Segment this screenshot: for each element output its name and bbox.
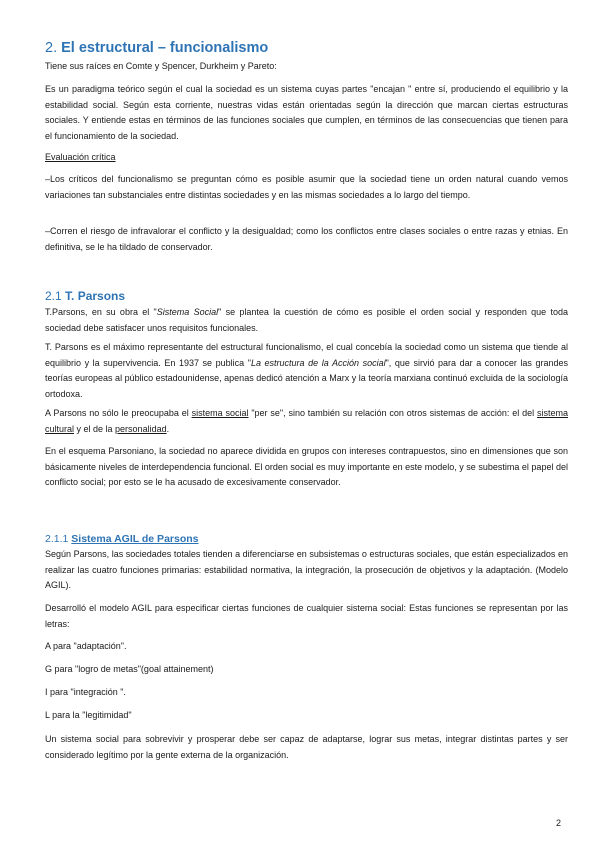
evaluation-item: –Los críticos del funcionalismo se preguntan cómo es posible asumir que la sociedad tiene un orden natural cuando vemos variaciones tan substanciales entre distintas sociedades y en las mismas sociedades a lo largo del tiempo. [45, 174, 568, 200]
agil-paragraph-1: Según Parsons, las sociedades totales tienden a diferenciarse en subsistemas o estructuras sociales, que están especializados en realizar las cuatro funciones primarias: estabilidad normativa, la integración, la prosecución de objetivos y la adaptación. (Modelo AGIL). [45, 549, 568, 591]
agil-letter-g-block [45, 662, 568, 678]
parsons-p4-block [45, 444, 568, 491]
page-number: 2 [556, 818, 562, 828]
parsons-p2-block [45, 340, 568, 402]
parsons-paragraph-3: A Parsons no sólo le preocupaba el sistema social "per se", sino también su relación con otros sistemas de acción: el del sistema cultural y el de la personalidad. [45, 408, 568, 434]
agil-letter-item: A para "adaptación". [45, 641, 127, 651]
subsection-heading [45, 289, 568, 303]
section-heading [45, 40, 268, 56]
agil-letter-l-block [45, 708, 568, 724]
parsons-p1-block [45, 305, 568, 336]
section-title: El estructural – funcionalismo [61, 40, 269, 56]
agil-paragraph-3: Un sistema social para sobrevivir y prosperar debe ser capaz de adaptarse, lograr sus metas, integrar distintas partes y ser considerado legítimo por la gente externa de la organización. [45, 734, 568, 760]
parsons-paragraph-2: T. Parsons es el máximo representante del estructural funcionalismo, el cual concebía la sociedad como un sistema que tiende al equilibrio y la supervivencia. En 1937 se publica "La estructura de la Acción social", que sirvió para dar a conocer las grandes teorías europeas al público estadounidense, apenas dedicó atención a Marx y la teoría marxiana continuó excluida de la sociología ortodoxa. [45, 342, 569, 399]
subsubsection-title: Sistema AGIL de Parsons [71, 533, 199, 545]
agil-letter-item: L para la "legitimidad" [45, 710, 132, 720]
agil-letter-i-block [45, 685, 568, 701]
section-paragraph: Es un paradigma teórico según el cual la sociedad es un sistema cuyas partes "encajan " entre sí, produciendo el equilibrio y la estabilidad social. Según esta corriente, nuestras vidas están orientadas según la dirección que marcan ciertas estructuras sociales. Y entiende estas en términos de las funciones sociales que cumplen, en términos de las consecuencias que tienen para el funcionamiento de la sociedad. [45, 84, 568, 141]
agil-paragraph-2: Desarrolló el modelo AGIL para especificar ciertas funciones de cualquier sistema social: Estas funciones se representan por las letras: [45, 603, 568, 629]
agil-letter-a-block [45, 639, 568, 655]
agil-letter-item: G para "logro de metas"(goal attainement) [45, 664, 214, 674]
section-para1-block [45, 82, 568, 144]
evaluation-item-2-block [45, 224, 568, 255]
agil-p3-block [45, 732, 568, 763]
agil-p1-block [45, 547, 568, 594]
agil-heading-block [45, 533, 568, 545]
agil-p2-block [45, 601, 568, 632]
section-intro-block [45, 59, 568, 75]
evaluation-heading-block [45, 150, 568, 166]
agil-letter-item: I para "integración ". [45, 687, 126, 697]
evaluation-item: –Corren el riesgo de infravalorar el conflicto y la desigualdad; como los conflictos entre clases sociales o entre razas y etnias. En definitiva, se le ha tildado de conservador. [45, 226, 568, 252]
evaluation-heading: Evaluación crítica [45, 152, 116, 162]
parsons-paragraph-1: T.Parsons, en su obra el "Sistema Social" se plantea la cuestión de cómo es posible el orden social y responden que toda sociedad debe satisfacer unos requisitos funcionales. [45, 307, 569, 333]
subsection-number: 2.1 [45, 289, 62, 303]
subsubsection-number: 2.1.1 [45, 533, 69, 545]
section-intro: Tiene sus raíces en Comte y Spencer, Durkheim y Pareto: [45, 61, 277, 71]
subsection-title: T. Parsons [65, 289, 126, 303]
section-number: 2. [45, 40, 58, 56]
parsons-paragraph-4: En el esquema Parsoniano, la sociedad no aparece dividida en grupos con intereses contrapuestos, sino en dimensiones que son básicamente niveles de interdependencia funcional. El orden social es muy importante en este modelo, y se subestima el papel del conflicto social; por esto se le ha acusado de excesivamente conservador. [45, 446, 568, 488]
subsubsection-heading [45, 533, 568, 545]
parsons-p3-block [45, 406, 568, 437]
parsons-heading-block [45, 289, 568, 303]
evaluation-item-1-block [45, 172, 568, 203]
